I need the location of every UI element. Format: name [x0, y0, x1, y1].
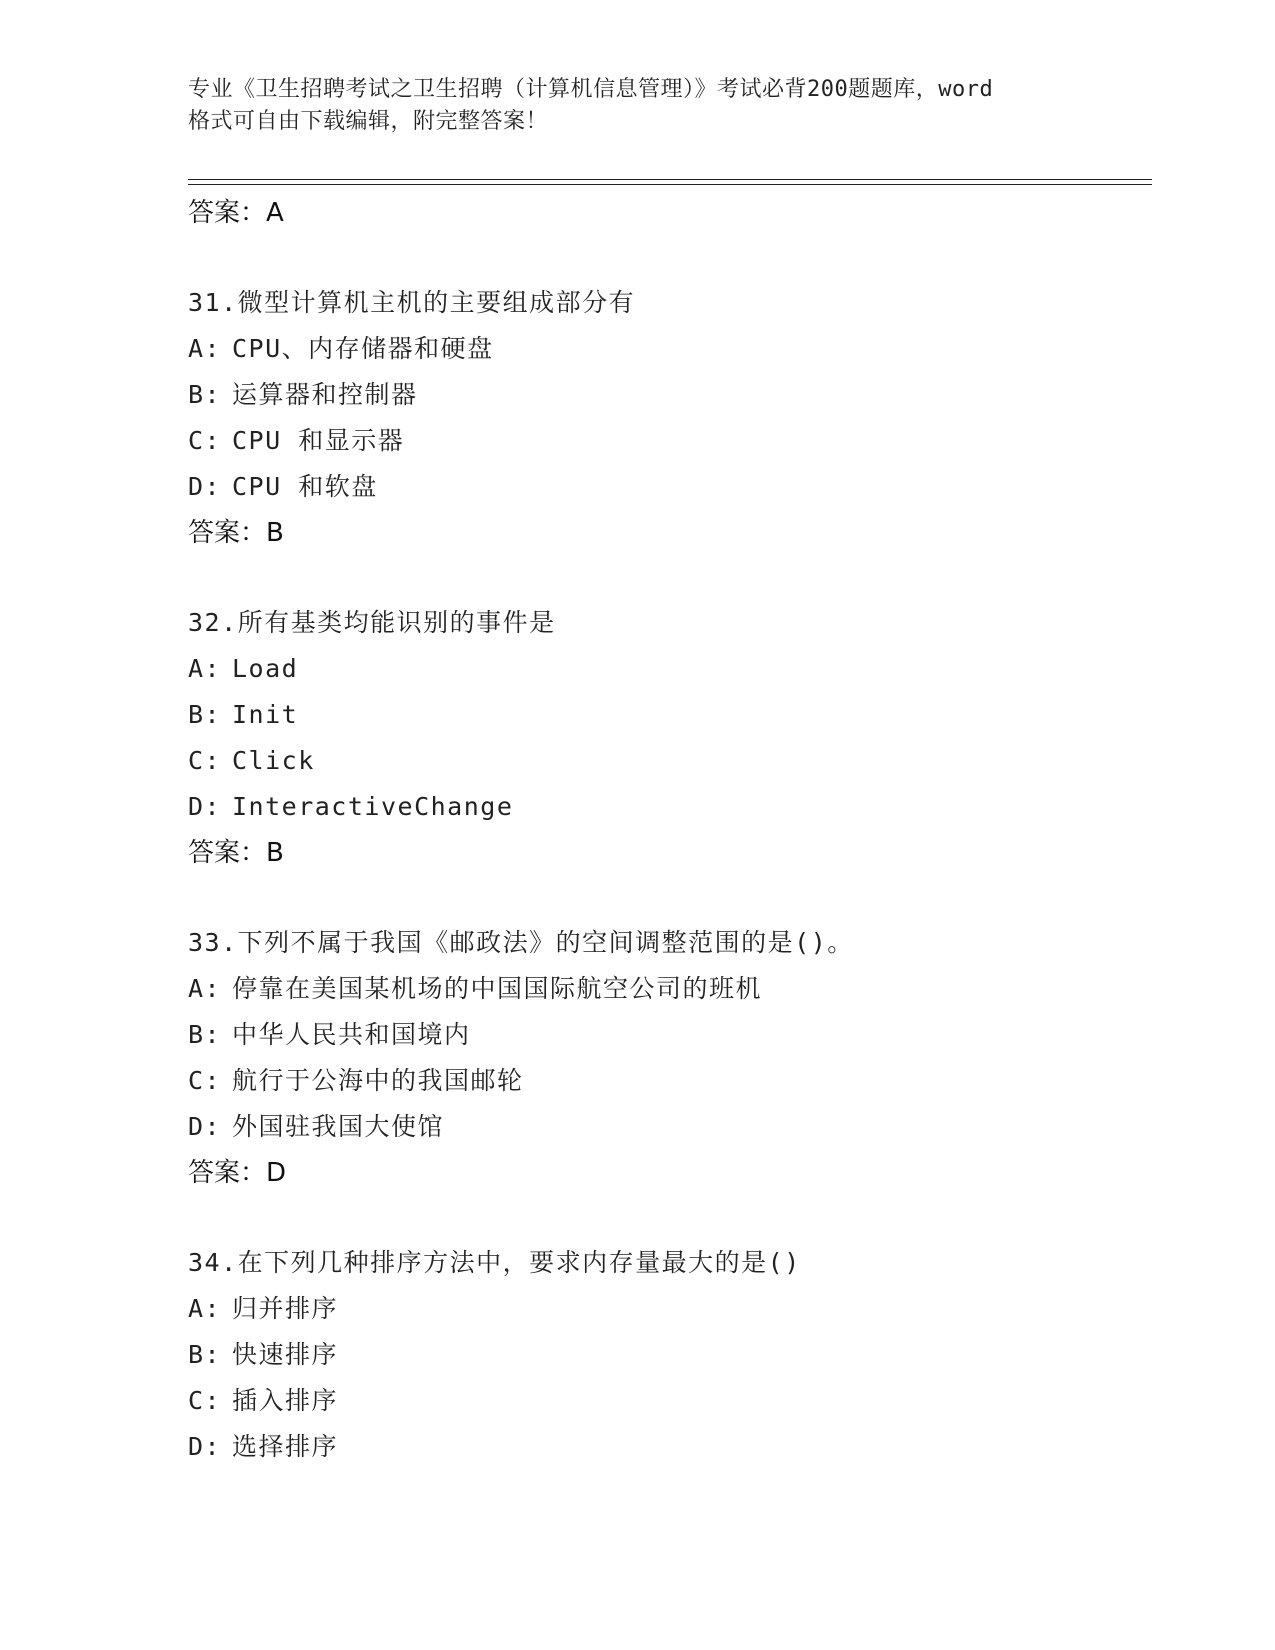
option-c: [188, 418, 1148, 464]
header-divider-bottom: [188, 184, 1152, 185]
option-label: B:: [188, 700, 222, 729]
option-b: [188, 372, 1148, 418]
option-b: [188, 1332, 1148, 1378]
option-a: [188, 966, 1148, 1012]
header-divider-top: [188, 179, 1152, 180]
question-title: 31.微型计算机主机的主要组成部分有: [188, 288, 636, 317]
header-line-2: 格式可自由下载编辑，附完整答案！: [188, 109, 549, 134]
option-text: 中华人民共和国境内: [232, 1020, 471, 1049]
spacer: [188, 556, 1148, 600]
option-c: [188, 738, 1148, 784]
spacer: [188, 236, 1148, 280]
option-d: [188, 1424, 1148, 1470]
option-label: A:: [188, 1294, 222, 1323]
option-text: 插入排序: [232, 1386, 339, 1415]
option-label: A:: [188, 654, 222, 683]
option-label: D:: [188, 472, 222, 501]
option-label: C:: [188, 1066, 222, 1095]
option-label: D:: [188, 792, 222, 821]
option-text: Click: [232, 746, 315, 775]
option-label: D:: [188, 1112, 222, 1141]
option-b: [188, 692, 1148, 738]
option-text: CPU、内存储器和硬盘: [232, 334, 494, 363]
option-label: A:: [188, 974, 222, 1003]
option-a: [188, 326, 1148, 372]
spacer: [188, 876, 1148, 920]
option-text: CPU 和软盘: [232, 472, 378, 501]
option-c: [188, 1058, 1148, 1104]
option-d: [188, 1104, 1148, 1150]
option-text: 外国驻我国大使馆: [232, 1112, 445, 1141]
option-a: [188, 1286, 1148, 1332]
option-text: Init: [232, 700, 299, 729]
option-text: CPU 和显示器: [232, 426, 405, 455]
question-block: [188, 600, 1148, 876]
option-d: [188, 784, 1148, 830]
question-block: [188, 1240, 1148, 1470]
question-block: [188, 920, 1148, 1196]
question-list: [188, 190, 1148, 1470]
option-label: C:: [188, 746, 222, 775]
question-title: 34.在下列几种排序方法中，要求内存量最大的是(): [188, 1248, 801, 1277]
option-text: 归并排序: [232, 1294, 339, 1323]
option-text: 快速排序: [232, 1340, 339, 1369]
option-c: [188, 1378, 1148, 1424]
question-title: 33.下列不属于我国《邮政法》的空间调整范围的是()。: [188, 928, 854, 957]
option-label: D:: [188, 1432, 222, 1461]
previous-answer: 答案：A: [188, 198, 284, 228]
option-label: B:: [188, 1340, 222, 1369]
spacer: [188, 1196, 1148, 1240]
option-d: [188, 464, 1148, 510]
option-b: [188, 1012, 1148, 1058]
answer-line: 答案：B: [188, 518, 284, 548]
option-text: 停靠在美国某机场的中国国际航空公司的班机: [232, 974, 763, 1003]
option-text: InteractiveChange: [232, 792, 514, 821]
option-a: [188, 646, 1148, 692]
question-block: [188, 280, 1148, 556]
question-title: 32.所有基类均能识别的事件是: [188, 608, 556, 637]
option-text: 航行于公海中的我国邮轮: [232, 1066, 524, 1095]
option-label: C:: [188, 426, 222, 455]
option-text: Load: [232, 654, 299, 683]
option-label: B:: [188, 380, 222, 409]
answer-line: 答案：B: [188, 838, 284, 868]
option-label: C:: [188, 1386, 222, 1415]
option-label: B:: [188, 1020, 222, 1049]
header-line-1: 专业《卫生招聘考试之卫生招聘（计算机信息管理）》考试必背200题题库，word: [188, 77, 994, 102]
option-text: 运算器和控制器: [232, 380, 418, 409]
answer-line: 答案：D: [188, 1158, 287, 1188]
option-text: 选择排序: [232, 1432, 339, 1461]
document-header: [188, 74, 1108, 138]
option-label: A:: [188, 334, 222, 363]
